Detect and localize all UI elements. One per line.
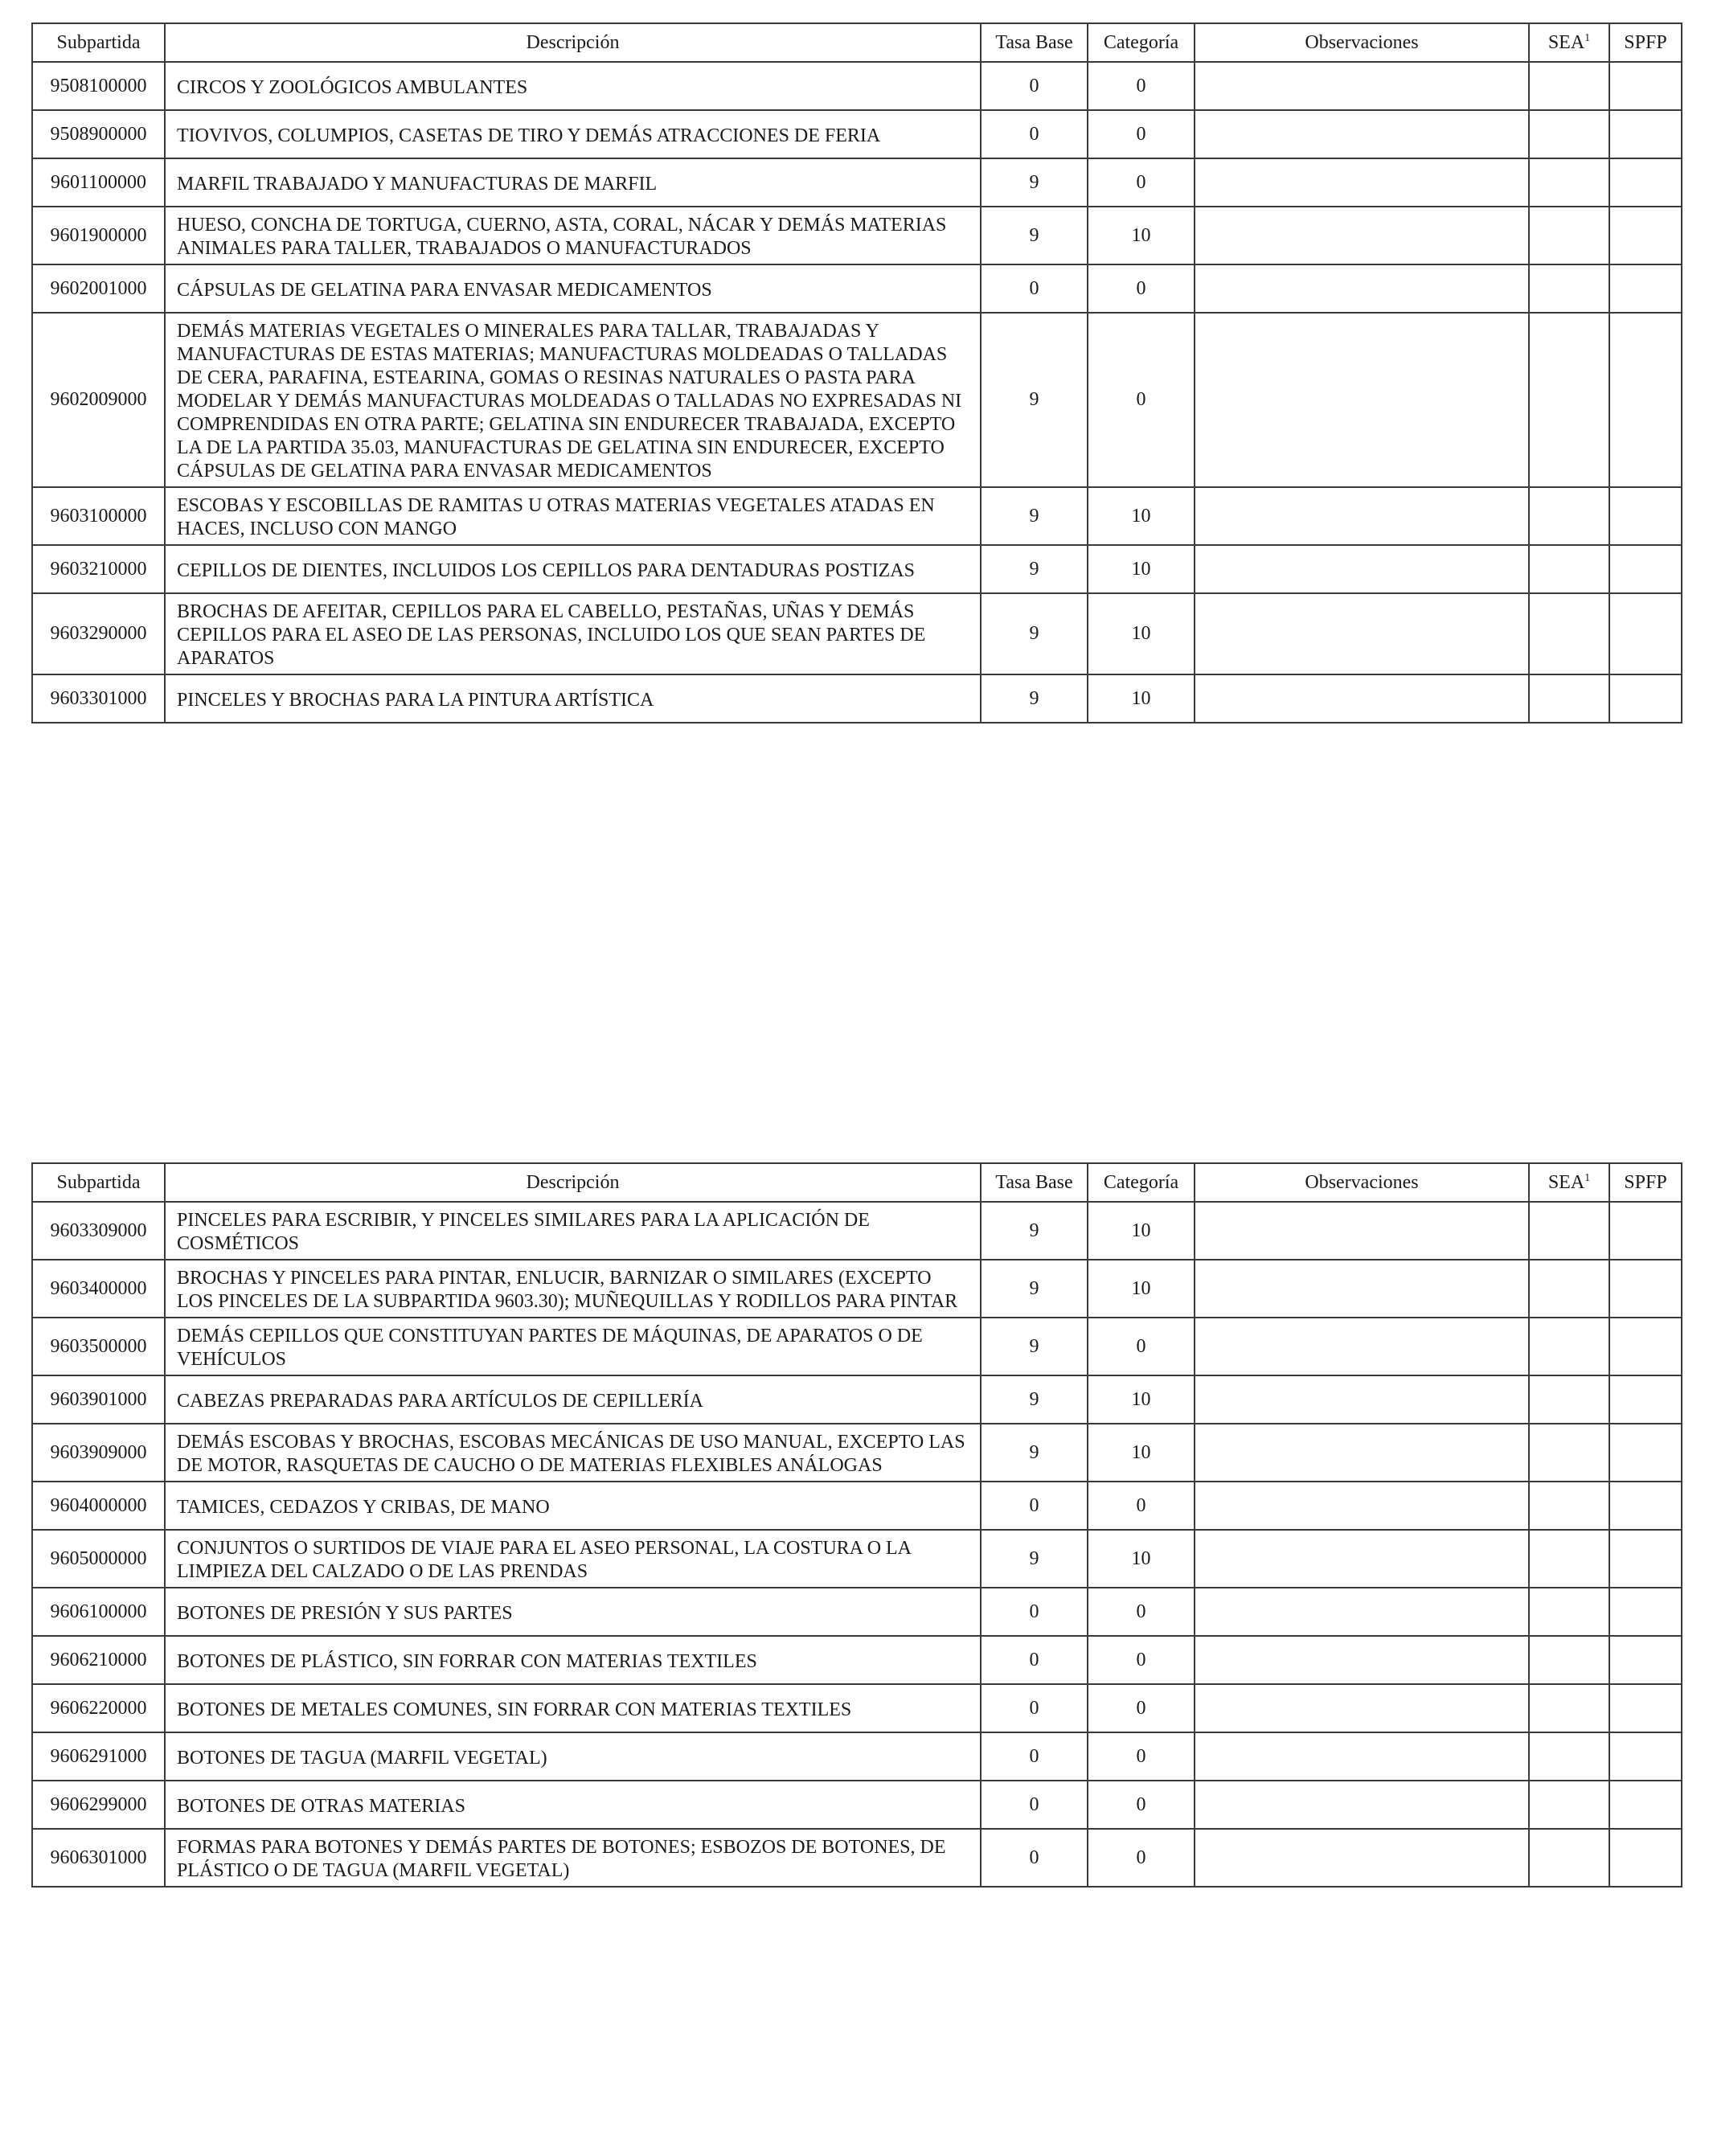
observaciones-cell (1195, 593, 1529, 674)
sea-cell (1529, 1318, 1609, 1375)
descripcion-cell: BOTONES DE TAGUA (MARFIL VEGETAL) (165, 1732, 981, 1781)
descripcion-cell: MARFIL TRABAJADO Y MANUFACTURAS DE MARFIL (165, 158, 981, 207)
subpartida-cell: 9602009000 (32, 313, 165, 487)
descripcion-cell: CIRCOS Y ZOOLÓGICOS AMBULANTES (165, 62, 981, 110)
spfp-cell (1609, 207, 1682, 264)
spfp-cell (1609, 593, 1682, 674)
sea-cell (1529, 1636, 1609, 1684)
subpartida-cell: 9603301000 (32, 674, 165, 723)
descripcion-cell: ESCOBAS Y ESCOBILLAS DE RAMITAS U OTRAS MATERIAS VEGETALES ATADAS EN HACES, INCLUSO CON MANGO (165, 487, 981, 545)
observaciones-cell (1195, 545, 1529, 593)
categoria-cell: 0 (1088, 62, 1195, 110)
observaciones-cell (1195, 264, 1529, 313)
descripcion-cell: BROCHAS Y PINCELES PARA PINTAR, ENLUCIR, BARNIZAR O SIMILARES (EXCEPTO LOS PINCELES DE LA SUBPARTIDA 9603.30); MUÑEQUILLAS Y RODILLOS PARA PINTAR (165, 1260, 981, 1318)
subpartida-cell: 9606299000 (32, 1781, 165, 1829)
header-descripcion: Descripción (165, 1163, 981, 1202)
descripcion-cell: HUESO, CONCHA DE TORTUGA, CUERNO, ASTA, CORAL, NÁCAR Y DEMÁS MATERIAS ANIMALES PARA TALLER, TRABAJADOS O MANUFACTURADOS (165, 207, 981, 264)
subpartida-cell: 9603500000 (32, 1318, 165, 1375)
tasa-base-cell: 9 (981, 207, 1088, 264)
table-row (32, 110, 1682, 158)
table-row (32, 313, 1682, 487)
descripcion-cell: BROCHAS DE AFEITAR, CEPILLOS PARA EL CABELLO, PESTAÑAS, UÑAS Y DEMÁS CEPILLOS PARA EL ASEO DE LAS PERSONAS, INCLUIDO LOS QUE SEAN PARTES DE APARATOS (165, 593, 981, 674)
categoria-cell: 10 (1088, 1375, 1195, 1424)
categoria-cell: 0 (1088, 1636, 1195, 1684)
tasa-base-cell: 9 (981, 545, 1088, 593)
observaciones-cell (1195, 1318, 1529, 1375)
observaciones-cell (1195, 1260, 1529, 1318)
tasa-base-cell: 9 (981, 1202, 1088, 1260)
subpartida-cell: 9601100000 (32, 158, 165, 207)
table-header (32, 1163, 1682, 1202)
spfp-cell (1609, 1482, 1682, 1530)
header-tasa-base: Tasa Base (981, 1163, 1088, 1202)
spfp-cell (1609, 1260, 1682, 1318)
subpartida-cell: 9603210000 (32, 545, 165, 593)
sea-cell (1529, 1424, 1609, 1482)
tasa-base-cell: 0 (981, 264, 1088, 313)
descripcion-cell: BOTONES DE PRESIÓN Y SUS PARTES (165, 1588, 981, 1636)
table-body (32, 62, 1682, 723)
observaciones-cell (1195, 110, 1529, 158)
footnote-marker: 1 (1584, 31, 1591, 44)
categoria-cell: 0 (1088, 1829, 1195, 1887)
tasa-base-cell: 0 (981, 1829, 1088, 1887)
subpartida-cell: 9601900000 (32, 207, 165, 264)
tasa-base-cell: 9 (981, 674, 1088, 723)
header-observaciones: Observaciones (1195, 23, 1529, 62)
descripcion-cell: DEMÁS MATERIAS VEGETALES O MINERALES PARA TALLAR, TRABAJADAS Y MANUFACTURAS DE ESTAS MATERIAS; MANUFACTURAS MOLDEADAS O TALLADAS DE CERA, PARAFINA, ESTEARINA, GOMAS O RESINAS NATURALES O PASTA PARA MODELAR Y DEMÁS MANUFACTURAS MOLDEADAS O TALLADAS NO EXPRESADAS NI COMPRENDIDAS EN OTRA PARTE; GELATINA SIN ENDURECER TRABAJADA, EXCEPTO LA DE LA PARTIDA 35.03, MANUFACTURAS DE GELATINA SIN ENDURECER, EXCEPTO CÁPSULAS DE GELATINA PARA ENVASAR MEDICAMENTOS (165, 313, 981, 487)
descripcion-cell: BOTONES DE PLÁSTICO, SIN FORRAR CON MATERIAS TEXTILES (165, 1636, 981, 1684)
subpartida-cell: 9603100000 (32, 487, 165, 545)
sea-cell (1529, 313, 1609, 487)
subpartida-cell: 9603400000 (32, 1260, 165, 1318)
tasa-base-cell: 0 (981, 1482, 1088, 1530)
sea-cell (1529, 1260, 1609, 1318)
sea-cell (1529, 593, 1609, 674)
categoria-cell: 10 (1088, 1202, 1195, 1260)
header-spfp: SPFP (1609, 1163, 1682, 1202)
sea-cell (1529, 1530, 1609, 1588)
tasa-base-cell: 9 (981, 1424, 1088, 1482)
observaciones-cell (1195, 1375, 1529, 1424)
table-row (32, 1829, 1682, 1887)
sea-cell (1529, 207, 1609, 264)
spfp-cell (1609, 313, 1682, 487)
descripcion-cell: FORMAS PARA BOTONES Y DEMÁS PARTES DE BOTONES; ESBOZOS DE BOTONES, DE PLÁSTICO O DE TAGUA (MARFIL VEGETAL) (165, 1829, 981, 1887)
table-row (32, 1530, 1682, 1588)
subpartida-cell: 9603901000 (32, 1375, 165, 1424)
tasa-base-cell: 9 (981, 1375, 1088, 1424)
categoria-cell: 0 (1088, 264, 1195, 313)
sea-cell (1529, 1732, 1609, 1781)
spfp-cell (1609, 674, 1682, 723)
categoria-cell: 0 (1088, 110, 1195, 158)
observaciones-cell (1195, 1829, 1529, 1887)
tasa-base-cell: 9 (981, 158, 1088, 207)
table-row (32, 545, 1682, 593)
table-row (32, 158, 1682, 207)
sea-cell (1529, 62, 1609, 110)
observaciones-cell (1195, 1781, 1529, 1829)
header-descripcion: Descripción (165, 23, 981, 62)
descripcion-cell: PINCELES PARA ESCRIBIR, Y PINCELES SIMILARES PARA LA APLICACIÓN DE COSMÉTICOS (165, 1202, 981, 1260)
observaciones-cell (1195, 1588, 1529, 1636)
categoria-cell: 0 (1088, 1318, 1195, 1375)
spfp-cell (1609, 158, 1682, 207)
spfp-cell (1609, 1636, 1682, 1684)
spfp-cell (1609, 1684, 1682, 1732)
descripcion-cell: CONJUNTOS O SURTIDOS DE VIAJE PARA EL ASEO PERSONAL, LA COSTURA O LA LIMPIEZA DEL CALZADO O DE LAS PRENDAS (165, 1530, 981, 1588)
spfp-cell (1609, 110, 1682, 158)
subpartida-cell: 9508100000 (32, 62, 165, 110)
subpartida-cell: 9606220000 (32, 1684, 165, 1732)
sea-cell (1529, 1829, 1609, 1887)
header-sea (1529, 1163, 1609, 1202)
categoria-cell: 0 (1088, 1732, 1195, 1781)
sea-cell (1529, 158, 1609, 207)
sea-cell (1529, 1202, 1609, 1260)
header-categoria: Categoría (1088, 23, 1195, 62)
spfp-cell (1609, 1202, 1682, 1260)
observaciones-cell (1195, 487, 1529, 545)
spfp-cell (1609, 264, 1682, 313)
spfp-cell (1609, 545, 1682, 593)
sea-cell (1529, 1482, 1609, 1530)
subpartida-cell: 9603909000 (32, 1424, 165, 1482)
sea-cell (1529, 487, 1609, 545)
table-row (32, 1684, 1682, 1732)
observaciones-cell (1195, 313, 1529, 487)
tasa-base-cell: 0 (981, 1684, 1088, 1732)
table-row (32, 1636, 1682, 1684)
table-row (32, 1260, 1682, 1318)
categoria-cell: 10 (1088, 487, 1195, 545)
table-row (32, 264, 1682, 313)
spfp-cell (1609, 487, 1682, 545)
table-row (32, 593, 1682, 674)
spfp-cell (1609, 62, 1682, 110)
header-subpartida: Subpartida (32, 23, 165, 62)
categoria-cell: 10 (1088, 207, 1195, 264)
sea-cell (1529, 264, 1609, 313)
table-row (32, 62, 1682, 110)
observaciones-cell (1195, 1202, 1529, 1260)
subpartida-cell: 9606301000 (32, 1829, 165, 1887)
observaciones-cell (1195, 1530, 1529, 1588)
tasa-base-cell: 0 (981, 62, 1088, 110)
tariff-table-1 (31, 23, 1682, 723)
subpartida-cell: 9606100000 (32, 1588, 165, 1636)
categoria-cell: 0 (1088, 1684, 1195, 1732)
observaciones-cell (1195, 674, 1529, 723)
sea-cell (1529, 1375, 1609, 1424)
tasa-base-cell: 9 (981, 1530, 1088, 1588)
tasa-base-cell: 0 (981, 110, 1088, 158)
spfp-cell (1609, 1588, 1682, 1636)
observaciones-cell (1195, 158, 1529, 207)
sea-cell (1529, 1588, 1609, 1636)
header-subpartida: Subpartida (32, 1163, 165, 1202)
categoria-cell: 10 (1088, 1424, 1195, 1482)
header-sea-label: SEA (1547, 31, 1585, 53)
table-body (32, 1202, 1682, 1887)
descripcion-cell: DEMÁS ESCOBAS Y BROCHAS, ESCOBAS MECÁNICAS DE USO MANUAL, EXCEPTO LAS DE MOTOR, RASQUETAS DE CAUCHO O DE MATERIAS FLEXIBLES ANÁLOGAS (165, 1424, 981, 1482)
observaciones-cell (1195, 1732, 1529, 1781)
subpartida-cell: 9605000000 (32, 1530, 165, 1588)
spfp-cell (1609, 1318, 1682, 1375)
subpartida-cell: 9606210000 (32, 1636, 165, 1684)
sea-cell (1529, 110, 1609, 158)
categoria-cell: 10 (1088, 1530, 1195, 1588)
observaciones-cell (1195, 62, 1529, 110)
table-row (32, 1588, 1682, 1636)
categoria-cell: 10 (1088, 1260, 1195, 1318)
tasa-base-cell: 0 (981, 1588, 1088, 1636)
spfp-cell (1609, 1424, 1682, 1482)
subpartida-cell: 9606291000 (32, 1732, 165, 1781)
tasa-base-cell: 0 (981, 1732, 1088, 1781)
descripcion-cell: CABEZAS PREPARADAS PARA ARTÍCULOS DE CEPILLERÍA (165, 1375, 981, 1424)
categoria-cell: 0 (1088, 313, 1195, 487)
table-row (32, 207, 1682, 264)
sea-cell (1529, 674, 1609, 723)
table-row (32, 487, 1682, 545)
table-row (32, 1318, 1682, 1375)
observaciones-cell (1195, 1482, 1529, 1530)
table-row (32, 1375, 1682, 1424)
tasa-base-cell: 9 (981, 487, 1088, 545)
tasa-base-cell: 0 (981, 1781, 1088, 1829)
descripcion-cell: BOTONES DE METALES COMUNES, SIN FORRAR CON MATERIAS TEXTILES (165, 1684, 981, 1732)
categoria-cell: 0 (1088, 1482, 1195, 1530)
sea-cell (1529, 545, 1609, 593)
observaciones-cell (1195, 1684, 1529, 1732)
header-spfp: SPFP (1609, 23, 1682, 62)
descripcion-cell: DEMÁS CEPILLOS QUE CONSTITUYAN PARTES DE MÁQUINAS, DE APARATOS O DE VEHÍCULOS (165, 1318, 981, 1375)
descripcion-cell: CEPILLOS DE DIENTES, INCLUIDOS LOS CEPILLOS PARA DENTADURAS POSTIZAS (165, 545, 981, 593)
descripcion-cell: BOTONES DE OTRAS MATERIAS (165, 1781, 981, 1829)
header-tasa-base: Tasa Base (981, 23, 1088, 62)
spfp-cell (1609, 1375, 1682, 1424)
categoria-cell: 10 (1088, 545, 1195, 593)
table-row (32, 1781, 1682, 1829)
observaciones-cell (1195, 1636, 1529, 1684)
spfp-cell (1609, 1829, 1682, 1887)
subpartida-cell: 9603290000 (32, 593, 165, 674)
spfp-cell (1609, 1732, 1682, 1781)
observaciones-cell (1195, 207, 1529, 264)
sea-cell (1529, 1684, 1609, 1732)
table-row (32, 1732, 1682, 1781)
subpartida-cell: 9602001000 (32, 264, 165, 313)
categoria-cell: 10 (1088, 674, 1195, 723)
table-header (32, 23, 1682, 62)
table-row (32, 1482, 1682, 1530)
tariff-table-2 (31, 1162, 1682, 1888)
subpartida-cell: 9604000000 (32, 1482, 165, 1530)
table-row (32, 674, 1682, 723)
tasa-base-cell: 9 (981, 593, 1088, 674)
sea-cell (1529, 1781, 1609, 1829)
subpartida-cell: 9508900000 (32, 110, 165, 158)
categoria-cell: 0 (1088, 158, 1195, 207)
categoria-cell: 0 (1088, 1588, 1195, 1636)
categoria-cell: 0 (1088, 1781, 1195, 1829)
header-sea (1529, 23, 1609, 62)
tasa-base-cell: 9 (981, 1260, 1088, 1318)
observaciones-cell (1195, 1424, 1529, 1482)
header-sea-label: SEA (1547, 1171, 1585, 1193)
spfp-cell (1609, 1530, 1682, 1588)
descripcion-cell: CÁPSULAS DE GELATINA PARA ENVASAR MEDICAMENTOS (165, 264, 981, 313)
descripcion-cell: TAMICES, CEDAZOS Y CRIBAS, DE MANO (165, 1482, 981, 1530)
tasa-base-cell: 9 (981, 313, 1088, 487)
tasa-base-cell: 0 (981, 1636, 1088, 1684)
table-row (32, 1202, 1682, 1260)
footnote-marker: 1 (1584, 1171, 1591, 1184)
categoria-cell: 10 (1088, 593, 1195, 674)
header-observaciones: Observaciones (1195, 1163, 1529, 1202)
descripcion-cell: TIOVIVOS, COLUMPIOS, CASETAS DE TIRO Y DEMÁS ATRACCIONES DE FERIA (165, 110, 981, 158)
descripcion-cell: PINCELES Y BROCHAS PARA LA PINTURA ARTÍSTICA (165, 674, 981, 723)
tasa-base-cell: 9 (981, 1318, 1088, 1375)
subpartida-cell: 9603309000 (32, 1202, 165, 1260)
table-row (32, 1424, 1682, 1482)
header-categoria: Categoría (1088, 1163, 1195, 1202)
spfp-cell (1609, 1781, 1682, 1829)
